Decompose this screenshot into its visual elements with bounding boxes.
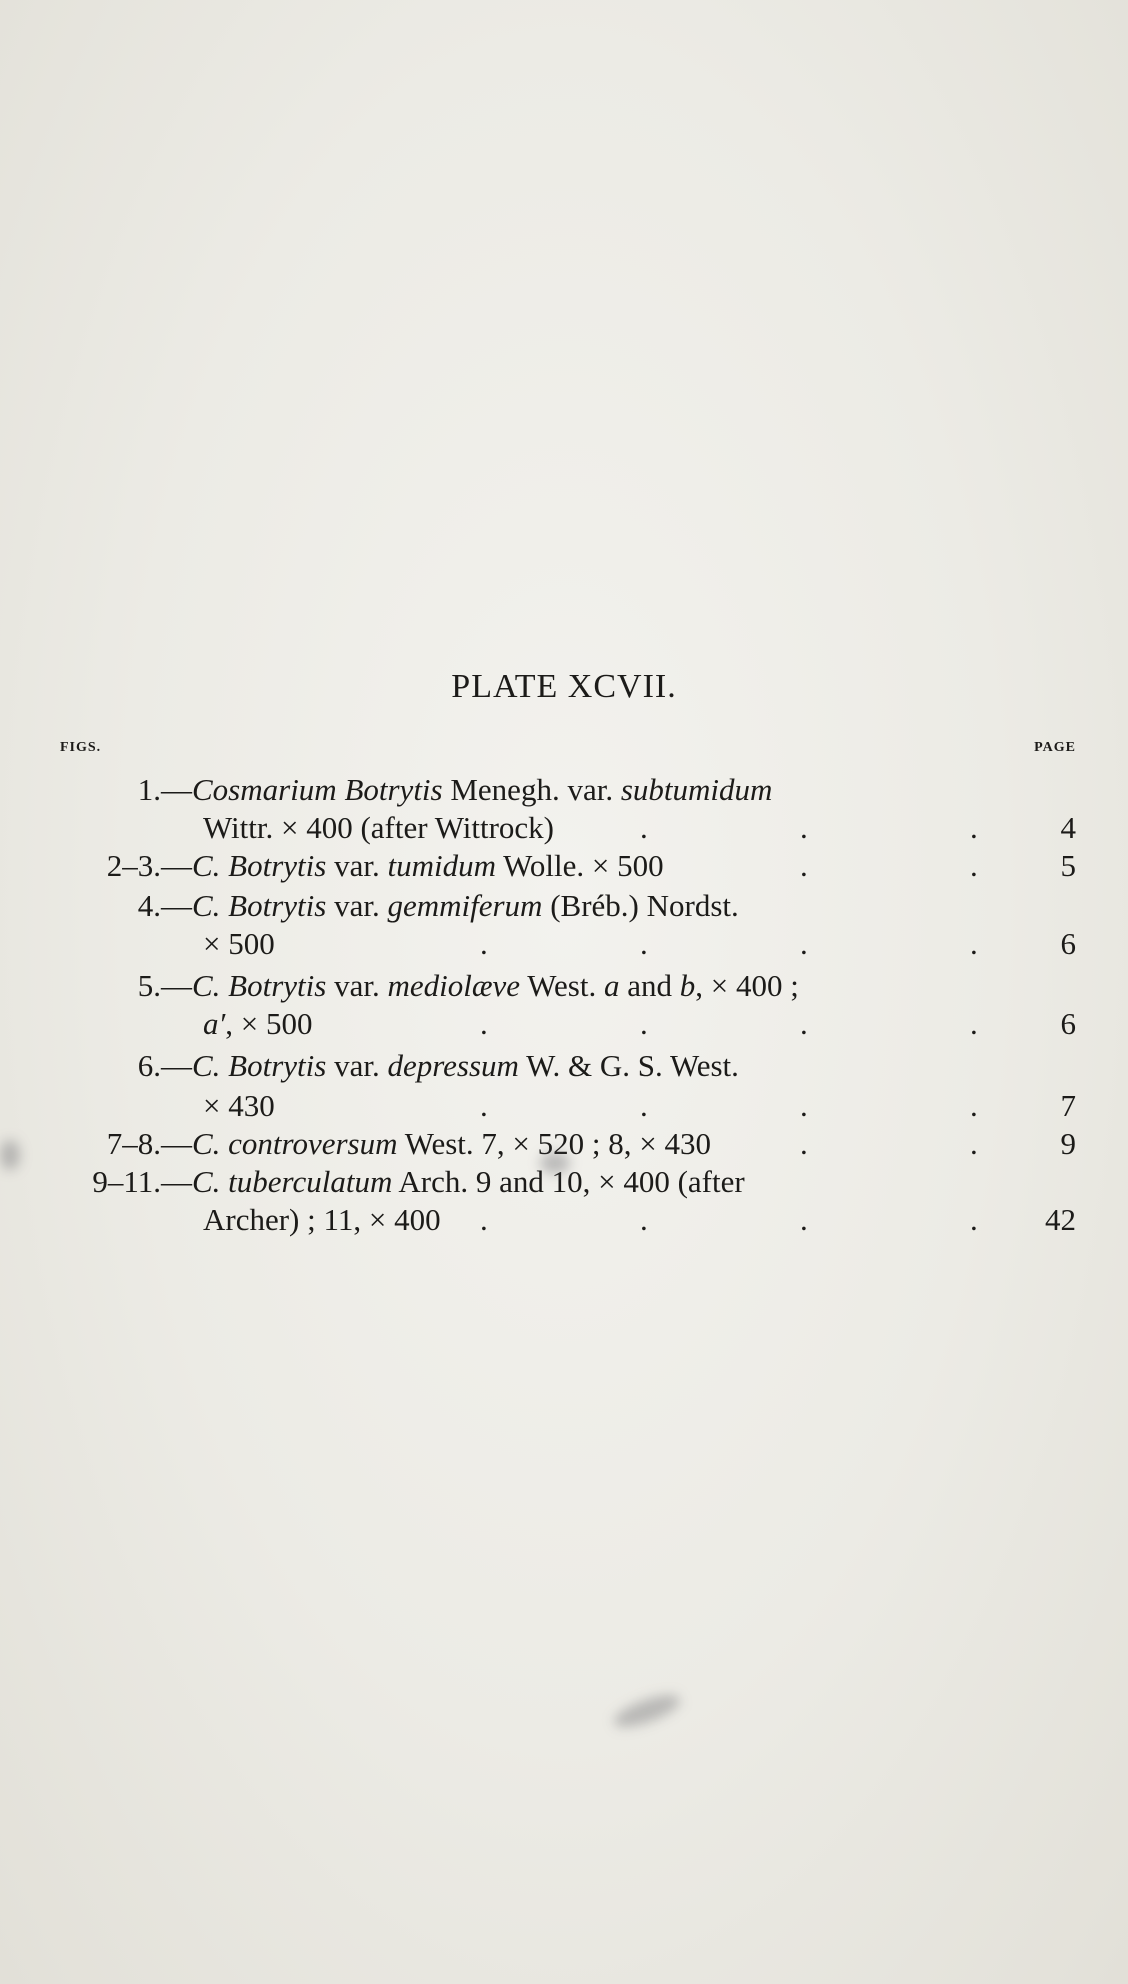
description-text: var. <box>326 848 388 883</box>
figure-number: 1.— <box>137 772 192 807</box>
figure-number: 7–8.— <box>106 1126 192 1161</box>
description-text: Wolle. × 500 <box>495 848 664 883</box>
italic-taxon-text: Cosmarium Botrytis <box>192 772 443 807</box>
page-number: 5 <box>1060 848 1076 883</box>
italic-taxon-text: depressum <box>387 1048 519 1083</box>
leader-dots: . . . <box>640 810 978 845</box>
legend-line <box>0 1046 1128 1086</box>
legend-line <box>0 1086 1128 1126</box>
description-text: × 500 <box>203 926 275 961</box>
italic-taxon-text: mediolæve <box>387 968 521 1003</box>
page-number: 6 <box>1060 926 1076 961</box>
leader-dots: . . . . <box>480 1088 978 1123</box>
page-number: 4 <box>1060 810 1076 845</box>
leader-dots: . . <box>800 848 978 883</box>
description-text: var. <box>326 1048 388 1083</box>
description-text: West. <box>520 968 604 1003</box>
plate-title: PLATE XCVII. <box>451 668 677 705</box>
description-text: Archer) ; 11, × 400 <box>203 1202 441 1237</box>
description-text: West. 7, × 520 ; 8, × 430 <box>397 1126 711 1161</box>
italic-taxon-text: C. Botrytis <box>192 848 327 883</box>
leader-dots: . . <box>800 1126 978 1161</box>
page-number: 9 <box>1060 1126 1076 1161</box>
page-column-header: PAGE <box>1034 740 1076 755</box>
page-number: 6 <box>1060 1006 1076 1041</box>
figure-description <box>192 1046 739 1086</box>
description-text: , × 500 <box>225 1006 313 1041</box>
figure-number: 2–3.— <box>106 848 192 883</box>
figure-number: 6.— <box>137 1048 192 1083</box>
figs-column-header: FIGS. <box>60 740 102 755</box>
description-text: var. <box>326 968 388 1003</box>
legend-line <box>0 966 1128 1006</box>
figure-description <box>192 966 799 1006</box>
italic-taxon-text: gemmiferum <box>387 888 543 923</box>
legend-line <box>0 770 1128 810</box>
description-text: and <box>619 968 680 1003</box>
page-smudge <box>540 1152 570 1174</box>
italic-taxon-text: a′ <box>203 1006 226 1041</box>
description-text: × 430 <box>203 1088 275 1123</box>
italic-taxon-text: tumidum <box>387 848 496 883</box>
legend-line <box>0 808 1128 848</box>
leader-dots: . . . . <box>480 1202 978 1237</box>
page-number: 42 <box>1045 1202 1076 1237</box>
figure-number: 5.— <box>137 968 192 1003</box>
leader-dots: . . . . <box>480 1006 978 1041</box>
page-smudge <box>0 1140 20 1170</box>
description-text: (Bréb.) Nordst. <box>542 888 739 923</box>
figure-number: 9–11.— <box>92 1164 192 1199</box>
page-smudge <box>610 1689 683 1734</box>
description-text: , × 400 ; <box>695 968 799 1003</box>
legend-line <box>0 886 1128 926</box>
description-text: Arch. 9 and 10, × 400 (after <box>392 1164 745 1199</box>
italic-taxon-text: C. Botrytis <box>192 888 327 923</box>
description-text: Wittr. × 400 (after Wittrock) <box>203 810 555 845</box>
description-text: W. & G. S. West. <box>518 1048 739 1083</box>
legend-line <box>0 1004 1128 1044</box>
figure-description <box>192 886 739 926</box>
legend-line <box>0 846 1128 886</box>
italic-taxon-text: a <box>603 968 620 1003</box>
description-text: var. <box>326 888 388 923</box>
italic-taxon-text: C. controversum <box>192 1126 398 1161</box>
italic-taxon-text: b <box>679 968 696 1003</box>
italic-taxon-text: C. Botrytis <box>192 1048 327 1083</box>
figure-description <box>192 770 772 810</box>
legend-line <box>0 1200 1128 1240</box>
figure-description <box>192 1162 745 1202</box>
leader-dots: . . . . <box>480 926 978 961</box>
figure-number: 4.— <box>137 888 192 923</box>
italic-taxon-text: C. tuberculatum <box>192 1164 393 1199</box>
legend-line <box>0 924 1128 964</box>
italic-taxon-text: subtumidum <box>620 772 773 807</box>
description-text: Menegh. var. <box>442 772 621 807</box>
italic-taxon-text: C. Botrytis <box>192 968 327 1003</box>
page-number: 7 <box>1060 1088 1076 1123</box>
